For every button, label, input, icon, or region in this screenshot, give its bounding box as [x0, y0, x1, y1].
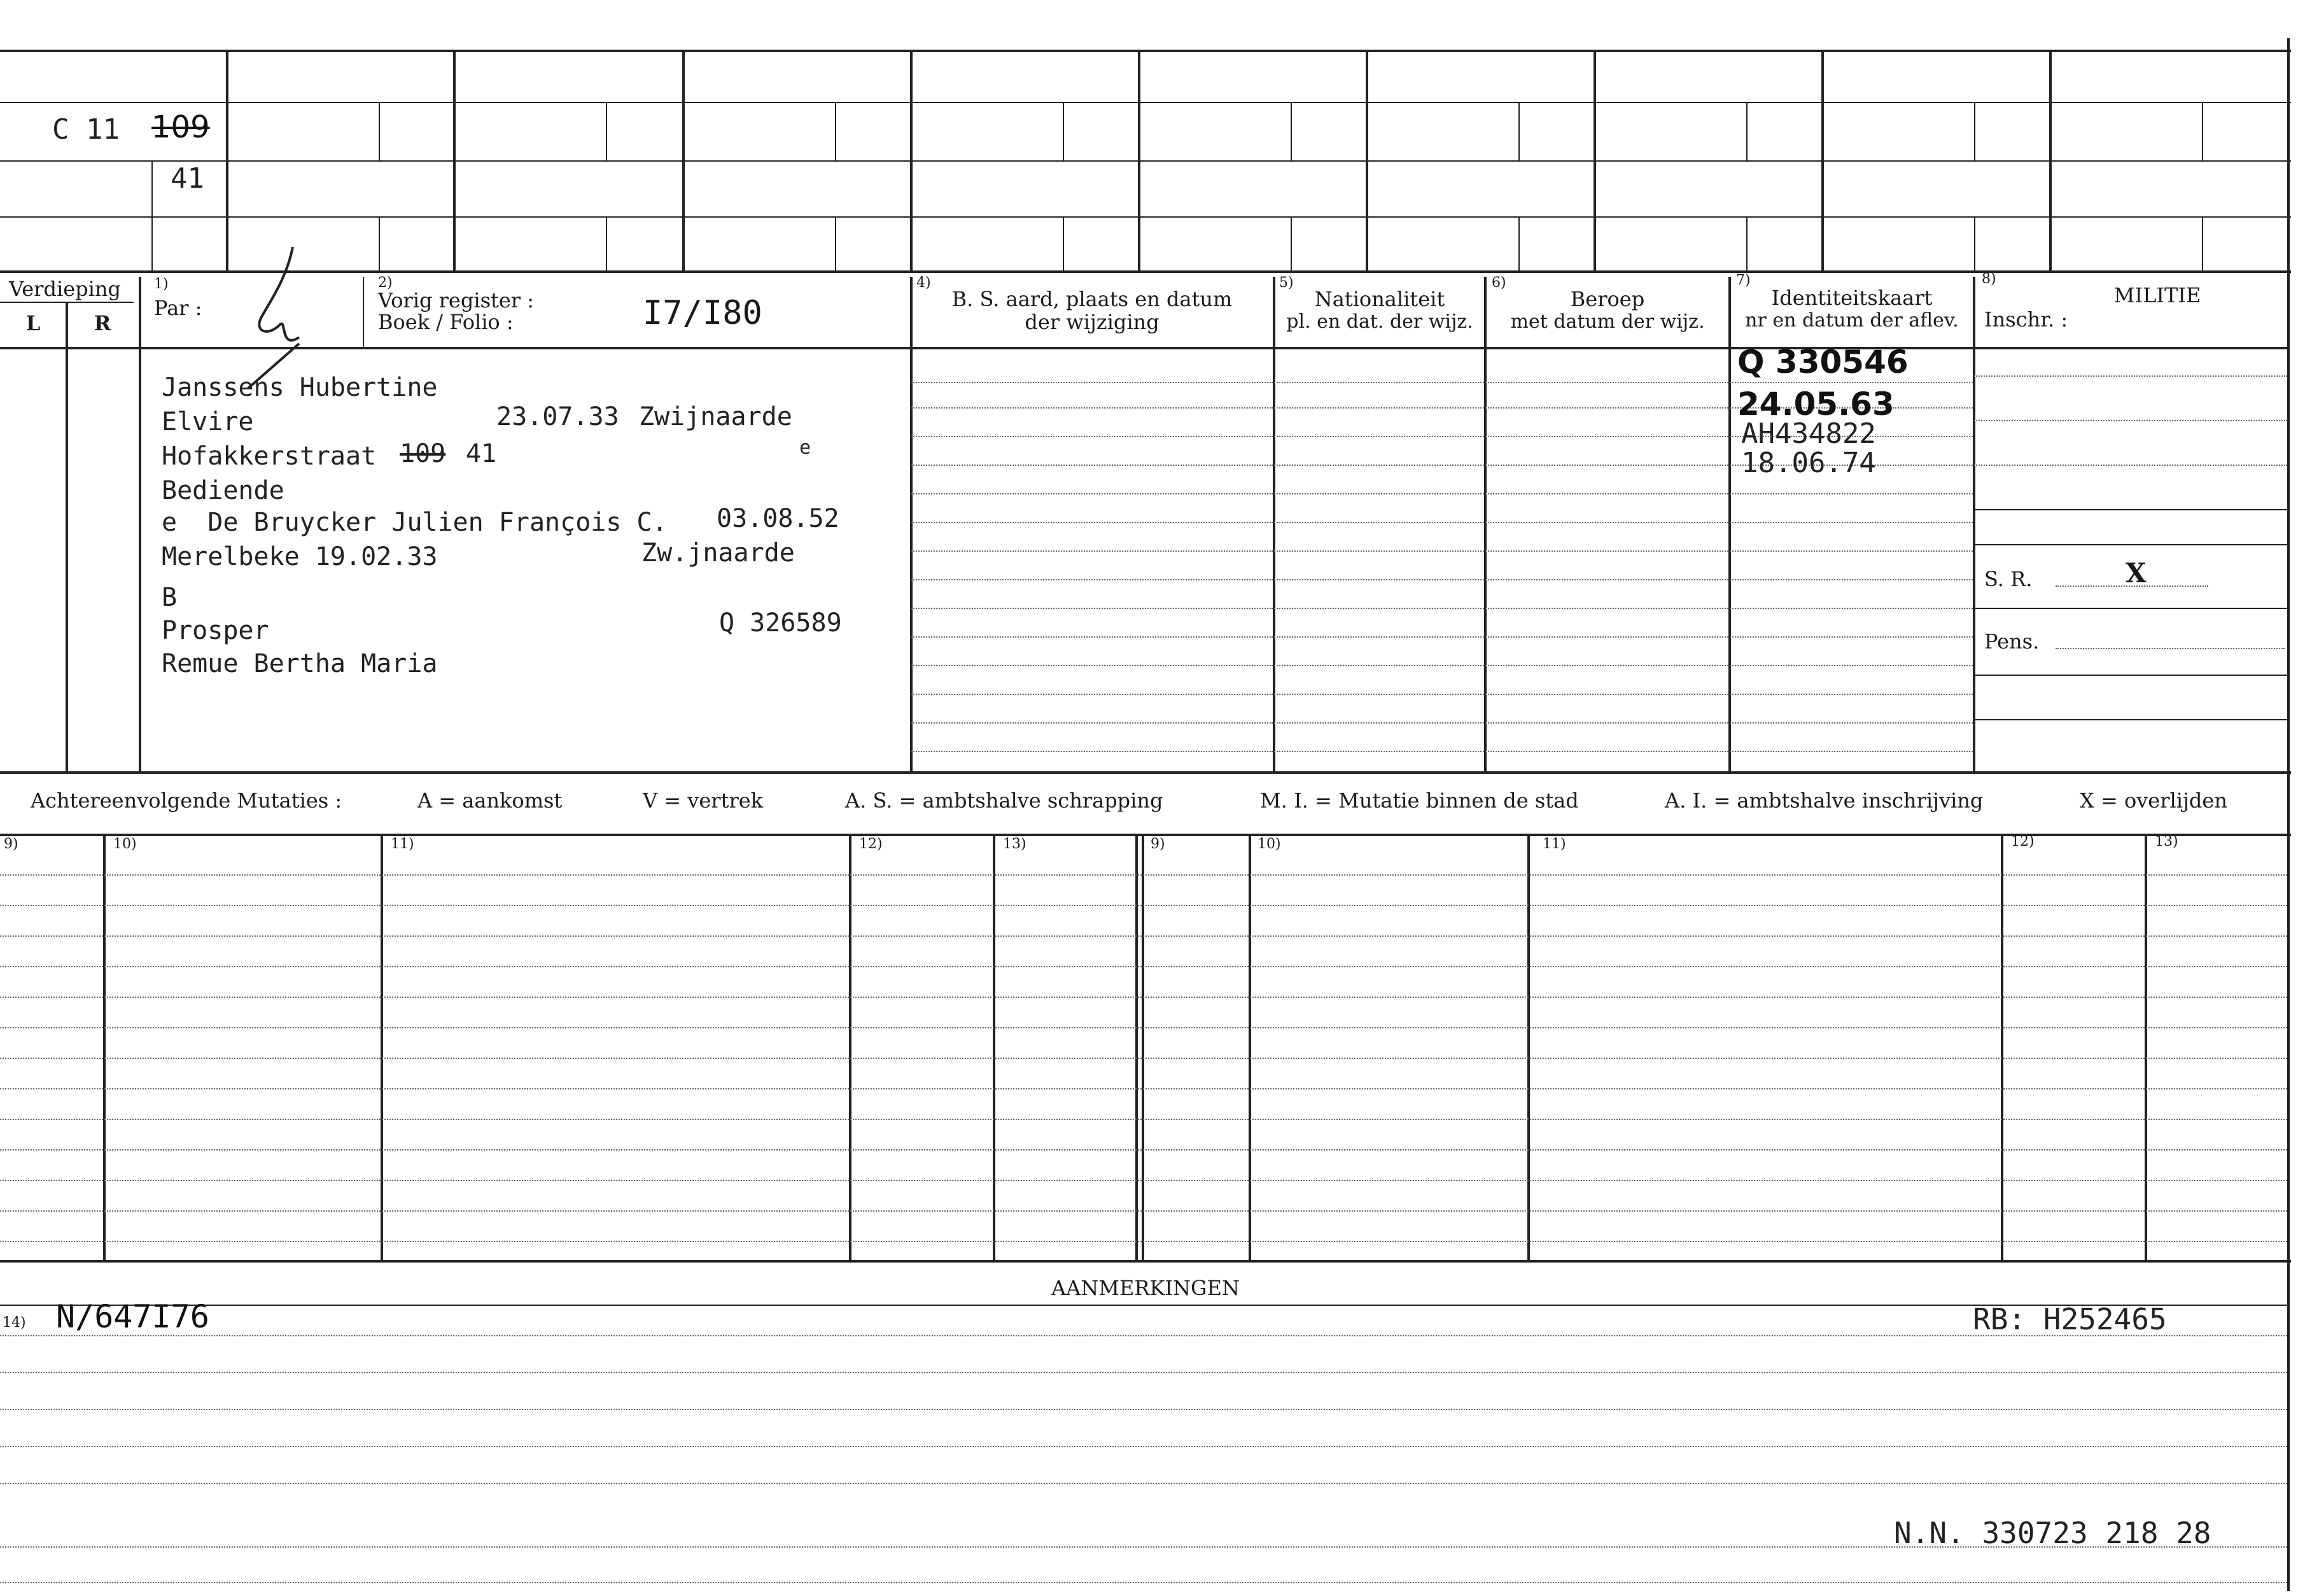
inschr-label: Inschr. :	[1984, 307, 2068, 332]
aanmerkingen-title: AANMERKINGEN	[1051, 1276, 1240, 1300]
birth-place: Zwijnaarde	[639, 402, 792, 431]
col-9-left: 9)	[4, 836, 18, 852]
rb-number: RB: H252465	[1973, 1302, 2167, 1336]
street: Hofakkerstraat	[162, 442, 377, 471]
legend-v: V = vertrek	[643, 788, 764, 813]
aanmerkingen-value: N/647I76	[56, 1298, 209, 1335]
h7-num: 7)	[1736, 272, 1751, 288]
legend-as: A. S. = ambtshalve schrapping	[845, 788, 1163, 813]
legend-x: X = overlijden	[2080, 788, 2227, 813]
street-old-number: 109	[400, 439, 446, 468]
street-new-number: 41	[466, 439, 497, 468]
legend-a: A = aankomst	[417, 788, 563, 813]
sr-label: S. R.	[1984, 567, 2033, 591]
col-11-left: 11)	[391, 836, 414, 852]
h4-line1: B. S. aard, plaats en datum	[951, 287, 1233, 311]
h4-line2: der wijziging	[1025, 310, 1160, 334]
legend-mi: M. I. = Mutatie binnen de stad	[1260, 788, 1579, 813]
col-r-header: R	[94, 311, 111, 335]
h2-num: 2)	[378, 275, 393, 291]
previous-id: Q 326589	[719, 608, 842, 638]
id-number-1: Q 330546	[1737, 344, 1909, 381]
h7-line1: Identiteitskaart	[1771, 286, 1933, 310]
spouse-date: 03.08.52	[717, 504, 839, 533]
mark-b: B	[162, 583, 178, 612]
col-10-right: 10)	[1258, 836, 1281, 852]
spouse: e De Bruycker Julien François C.	[162, 508, 668, 537]
col-12-right: 12)	[2011, 834, 2035, 850]
id-date-1: 24.05.63	[1737, 386, 1895, 423]
h6-num: 6)	[1492, 275, 1506, 291]
id-date-2: 18.06.74	[1741, 447, 1876, 479]
birth-date: 23.07.33	[496, 402, 619, 431]
old-number: 109	[151, 109, 210, 145]
legend-ai: A. I. = ambtshalve inschrijving	[1665, 788, 1984, 813]
occupation: Bediende	[162, 476, 284, 505]
col-10-left: 10)	[113, 836, 137, 852]
col-9-right: 9)	[1151, 836, 1165, 852]
h6-line1: Beroep	[1570, 287, 1645, 311]
sr-value: X	[2126, 557, 2147, 589]
h7-line2: nr en datum der aflev.	[1745, 309, 1959, 332]
col-l-header: L	[25, 311, 41, 335]
militie-title: MILITIE	[2113, 283, 2201, 307]
father-name: Prosper	[162, 616, 269, 645]
aanmerkingen-num: 14)	[3, 1315, 26, 1331]
mother-name: Remue Bertha Maria	[162, 649, 438, 678]
spouse-birth: Merelbeke 19.02.33	[162, 542, 438, 571]
pens-label: Pens.	[1984, 629, 2040, 654]
new-number: 41	[171, 162, 204, 195]
col-13-right: 13)	[2155, 834, 2178, 850]
mark-e: e	[799, 437, 811, 459]
col-11-right: 11)	[1543, 836, 1566, 852]
boek-folio-label: Boek / Folio :	[378, 310, 514, 334]
verdieping-header: Verdieping	[9, 277, 121, 301]
col-13-left: 13)	[1003, 836, 1026, 852]
card-code: C 11	[52, 113, 120, 146]
h1-num: 1)	[154, 276, 169, 292]
vorig-register-label: Vorig register :	[378, 288, 535, 312]
h5-line1: Nationaliteit	[1314, 287, 1445, 311]
par-label: Par :	[154, 296, 202, 320]
id-number-2: AH434822	[1741, 417, 1876, 450]
mutaties-title: Achtereenvolgende Mutaties :	[31, 788, 342, 813]
signature-mark	[242, 242, 318, 395]
boek-folio-value: I7/I80	[643, 294, 762, 332]
person-name: Janssens Hubertine	[162, 373, 438, 402]
col-12-left: 12)	[859, 836, 883, 852]
h5-num: 5)	[1279, 275, 1294, 291]
national-number: N.N. 330723 218 28	[1894, 1516, 2211, 1550]
spouse-birth-place: Zw.jnaarde	[641, 538, 795, 568]
person-given-name: Elvire	[162, 407, 254, 437]
h5-line2: pl. en dat. der wijz.	[1286, 311, 1473, 333]
h8-num: 8)	[1982, 271, 1996, 287]
h4-num: 4)	[916, 275, 931, 291]
h6-line2: met datum der wijz.	[1510, 311, 1705, 333]
